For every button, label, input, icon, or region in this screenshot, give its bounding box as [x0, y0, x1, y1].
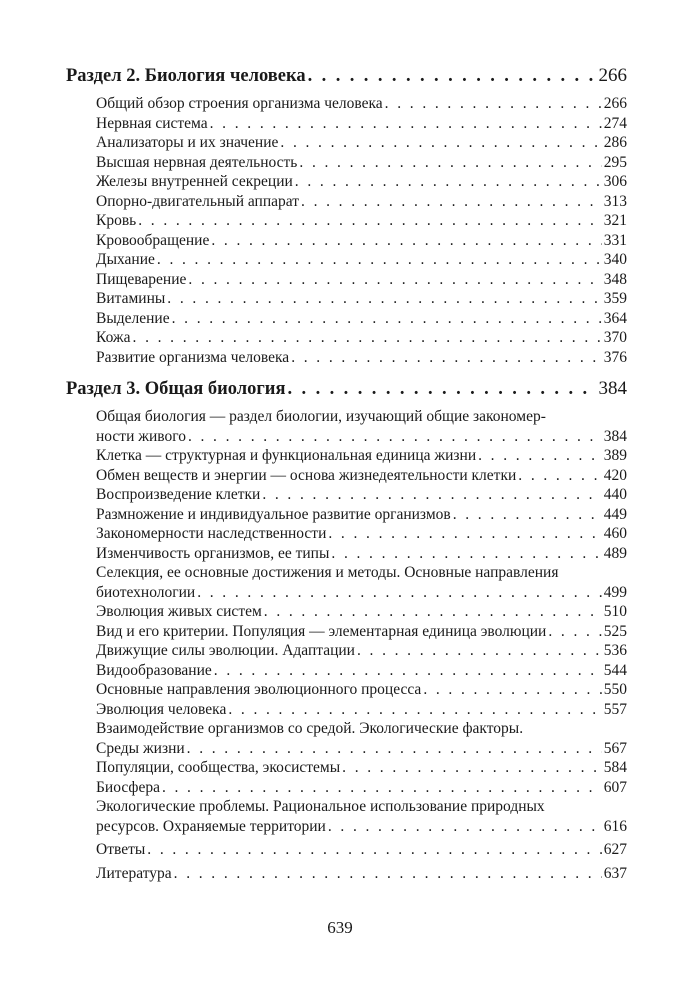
toc-entry-page-number: 274: [603, 114, 627, 132]
toc-entry-title: Нервная система: [96, 114, 208, 132]
toc-entry-title: Кожа: [96, 329, 131, 346]
toc-entry-title: Кровь: [96, 212, 137, 229]
toc-entry-title: Обмен веществ и энергии — основа жизнедеятельности клетки: [96, 466, 517, 484]
toc-entry-title: Видообразование: [96, 661, 212, 679]
dot-leader: [147, 840, 601, 860]
dot-leader: [357, 641, 602, 661]
toc-entry[interactable]: [96, 328, 627, 348]
toc-entry[interactable]: [96, 309, 627, 329]
toc-entry-title: Высшая нервная деятельность: [96, 153, 298, 171]
toc-section-3-entries: [66, 407, 627, 883]
dot-leader: [287, 377, 596, 401]
toc-entry-line: [96, 661, 627, 681]
toc-entry-page-number: 499: [603, 583, 627, 601]
dot-leader: [187, 739, 602, 759]
toc-entry-line: [96, 328, 627, 348]
toc-entry-page-number: 536: [603, 642, 627, 659]
toc-entry[interactable]: [96, 94, 627, 114]
toc-entry-line: [96, 840, 627, 860]
dot-leader: [228, 700, 601, 720]
toc-entry-page-number: 525: [603, 622, 627, 640]
toc-entry-page-number: 557: [603, 700, 627, 718]
toc-entry-title: Закономерности наследственности: [96, 525, 327, 542]
toc-entry-page-number: 384: [603, 427, 627, 445]
toc-entry[interactable]: [96, 446, 627, 466]
toc-entry[interactable]: [96, 289, 627, 309]
toc-entry-title: Ответы: [96, 841, 146, 858]
toc-entry-page-number: 376: [603, 348, 627, 366]
dot-leader: [262, 485, 601, 505]
toc-entry-title-line: Селекция, ее основные достижения и методы. Основные направления: [96, 564, 559, 581]
toc-entry-page-number: 313: [603, 192, 627, 210]
toc-entry-line: [96, 505, 627, 525]
toc-entry-page-number: 266: [603, 95, 627, 112]
toc-entry[interactable]: [96, 114, 627, 134]
dot-leader: [291, 348, 602, 368]
toc-entry[interactable]: [96, 211, 627, 231]
toc-entry[interactable]: [96, 348, 627, 368]
dot-leader: [518, 466, 601, 486]
toc-entry-page-number: 627: [603, 841, 627, 858]
toc-entry-page-number: 306: [603, 173, 627, 190]
toc-entry[interactable]: [96, 661, 627, 681]
toc-entry-page-number: 286: [603, 134, 627, 151]
toc-entry[interactable]: [96, 700, 627, 720]
section-page-number: 384: [598, 378, 627, 399]
toc-entry-line: [96, 485, 627, 505]
toc-section-3-heading[interactable]: [66, 377, 627, 401]
toc-entry-title: ности живого: [96, 427, 186, 445]
toc-entry-title: Литература: [96, 864, 172, 882]
toc-entry-page-number: 389: [603, 447, 627, 464]
toc-entry-line: [96, 446, 627, 466]
toc-entry-title: Клетка — структурная и функциональная единица жизни: [96, 447, 477, 464]
toc-entry-title: Анализаторы и их значение: [96, 134, 279, 151]
toc-entry-page-number: 449: [603, 505, 627, 523]
dot-leader: [280, 133, 601, 153]
toc-entry-line: [96, 641, 627, 661]
dot-leader: [328, 817, 602, 837]
toc-entry[interactable]: [96, 641, 627, 661]
dot-leader: [211, 231, 601, 251]
dot-leader: [174, 864, 602, 884]
toc-entry-title: Развитие организма человека: [96, 348, 290, 366]
toc-entry-title: Популяции, сообщества, экосистемы: [96, 759, 341, 776]
toc-entry-title: Общий обзор строения организма человека: [96, 95, 383, 112]
toc-entry-title: Размножение и индивидуальное развитие организмов: [96, 505, 451, 523]
dot-leader: [295, 172, 602, 192]
toc-entry-line: [96, 289, 627, 309]
dot-leader: [214, 661, 602, 681]
toc-entry-line: [96, 817, 627, 837]
toc-entry-title: биотехнологии: [96, 583, 196, 601]
toc-entry-page-number: 460: [603, 525, 627, 542]
toc-entry-line: [96, 466, 627, 486]
toc-entry-line: [96, 172, 627, 192]
toc-entry-line: [96, 348, 627, 368]
toc-entry-line: [96, 211, 627, 231]
toc-entry-page-number: 607: [603, 778, 627, 796]
dot-leader: [167, 289, 601, 309]
toc-entry-title-line: Общая биология — раздел биологии, изучающий общие закономер-: [96, 408, 546, 425]
toc-entry[interactable]: [96, 505, 627, 525]
toc-entry[interactable]: [96, 544, 627, 564]
toc-entry-title-line: Взаимодействие организмов со средой. Экологические факторы.: [96, 720, 524, 737]
toc-entry-line: [96, 758, 627, 778]
toc-entry-page-number: 370: [603, 329, 627, 346]
dot-leader: [328, 524, 601, 544]
toc-entry-line: [96, 700, 627, 720]
toc-entry-line: [96, 680, 627, 700]
section-title: Раздел 3. Общая биология: [66, 379, 286, 399]
toc-entry-line: [96, 739, 627, 759]
toc-entry[interactable]: [96, 680, 627, 700]
toc-entry-line: [96, 270, 627, 290]
dot-leader: [301, 192, 602, 212]
toc-entry-title: Эволюция живых систем: [96, 603, 262, 620]
toc-entry-page-number: 550: [603, 681, 627, 698]
toc-entry[interactable]: [96, 563, 627, 602]
dot-leader: [157, 250, 602, 270]
toc-entry-title: Основные направления эволюционного процесса: [96, 681, 422, 698]
toc-entry-line: [96, 583, 627, 603]
toc-entry[interactable]: [96, 840, 627, 860]
toc-entry-line: [96, 864, 627, 884]
dot-leader: [548, 622, 601, 642]
toc-entry[interactable]: [96, 485, 627, 505]
toc-entry-page-number: 567: [603, 739, 627, 757]
toc-entry-line: [96, 427, 627, 447]
section-page-number: 266: [598, 65, 627, 86]
toc-entry-page-number: 348: [603, 270, 627, 288]
toc-entry[interactable]: [96, 153, 627, 173]
dot-leader: [197, 583, 602, 603]
toc-entry[interactable]: [96, 231, 627, 251]
toc-entry-line: [96, 153, 627, 173]
toc-entry-page-number: 331: [603, 231, 627, 249]
toc-entry-page-number: 340: [603, 251, 627, 268]
dot-leader: [188, 270, 601, 290]
toc-entry[interactable]: [96, 719, 627, 758]
toc-entry-line: [96, 778, 627, 798]
toc-section-2-entries: [66, 94, 627, 367]
dot-leader: [423, 680, 601, 700]
toc-entry-line: [96, 192, 627, 212]
toc-entry-line: [96, 544, 627, 564]
dot-leader: [478, 446, 602, 466]
toc-entry[interactable]: [96, 250, 627, 270]
toc-entry-page-number: 489: [603, 544, 627, 562]
toc-entry-page-number: 637: [603, 864, 627, 882]
dot-leader: [342, 758, 602, 778]
dot-leader: [210, 114, 602, 134]
dot-leader: [162, 778, 602, 798]
toc-entry-line: [96, 524, 627, 544]
dot-leader: [308, 64, 597, 88]
toc-entry[interactable]: [96, 192, 627, 212]
toc-entry-title: Дыхание: [96, 251, 155, 268]
toc-entry[interactable]: [96, 797, 627, 836]
toc-entry-title: Среды жизни: [96, 739, 185, 757]
toc-entry-title: Вид и его критерии. Популяция — элементарная единица эволюции: [96, 622, 547, 640]
dot-leader: [264, 602, 602, 622]
section-title: Раздел 2. Биология человека: [66, 66, 306, 86]
toc-entry-title: Витамины: [96, 290, 166, 307]
toc-entry[interactable]: [96, 758, 627, 778]
toc-entry-title: Эволюция человека: [96, 700, 227, 718]
toc-entry-title: Железы внутренней секреции: [96, 173, 293, 190]
toc-entry-title: Изменчивость организмов, ее типы: [96, 544, 330, 562]
toc-entry-title: Движущие силы эволюции. Адаптации: [96, 642, 355, 659]
toc-entry-title: Биосфера: [96, 778, 160, 796]
toc-entry-page-number: 295: [603, 153, 627, 171]
toc-entry-line: [96, 114, 627, 134]
toc-entry-title: ресурсов. Охраняемые территории: [96, 817, 326, 835]
toc-entry-line: [96, 250, 627, 270]
toc-entry[interactable]: [96, 270, 627, 290]
page-number-footer: 639: [327, 918, 353, 937]
dot-leader: [331, 544, 601, 564]
toc-entry-title: Опорно-двигательный аппарат: [96, 192, 300, 210]
toc-entry-line: [96, 94, 627, 114]
toc-entry[interactable]: [96, 778, 627, 798]
toc-entry-line: [96, 602, 627, 622]
toc-entry[interactable]: [96, 622, 627, 642]
toc-entry[interactable]: [96, 172, 627, 192]
toc-entry-page-number: 544: [603, 661, 627, 679]
toc-entry[interactable]: [96, 864, 627, 884]
toc-entry[interactable]: [96, 466, 627, 486]
dot-leader: [172, 309, 602, 329]
toc-entry-line: [96, 309, 627, 329]
toc-entry-line: [96, 231, 627, 251]
dot-leader: [385, 94, 602, 114]
dot-leader: [133, 328, 602, 348]
dot-leader: [138, 211, 602, 231]
toc-entry-title: Выделение: [96, 309, 170, 327]
toc-entry-title: Пищеварение: [96, 270, 187, 288]
toc-entry-page-number: 584: [603, 759, 627, 776]
toc-entry-page-number: 440: [603, 486, 627, 503]
table-of-contents: [66, 64, 627, 883]
dot-leader: [453, 505, 602, 525]
toc-entry-page-number: 510: [603, 603, 627, 620]
toc-entry-page-number: 616: [603, 817, 627, 835]
toc-entry-title: Кровообращение: [96, 231, 210, 249]
toc-entry[interactable]: [96, 524, 627, 544]
toc-entry-page-number: 364: [603, 309, 627, 327]
toc-entry-line: [96, 133, 627, 153]
dot-leader: [299, 153, 601, 173]
toc-entry-title-line: Экологические проблемы. Рациональное использование природных: [96, 798, 545, 815]
toc-entry-page-number: 321: [603, 212, 627, 229]
toc-entry-page-number: 359: [603, 290, 627, 307]
dot-leader: [188, 427, 602, 447]
toc-entry[interactable]: [96, 602, 627, 622]
toc-entry-page-number: 420: [603, 466, 627, 484]
toc-section-2-heading[interactable]: [66, 64, 627, 88]
toc-entry-title: Воспроизведение клетки: [96, 486, 261, 503]
toc-entry-line: [96, 622, 627, 642]
toc-entry[interactable]: [96, 407, 627, 446]
toc-entry[interactable]: [96, 133, 627, 153]
